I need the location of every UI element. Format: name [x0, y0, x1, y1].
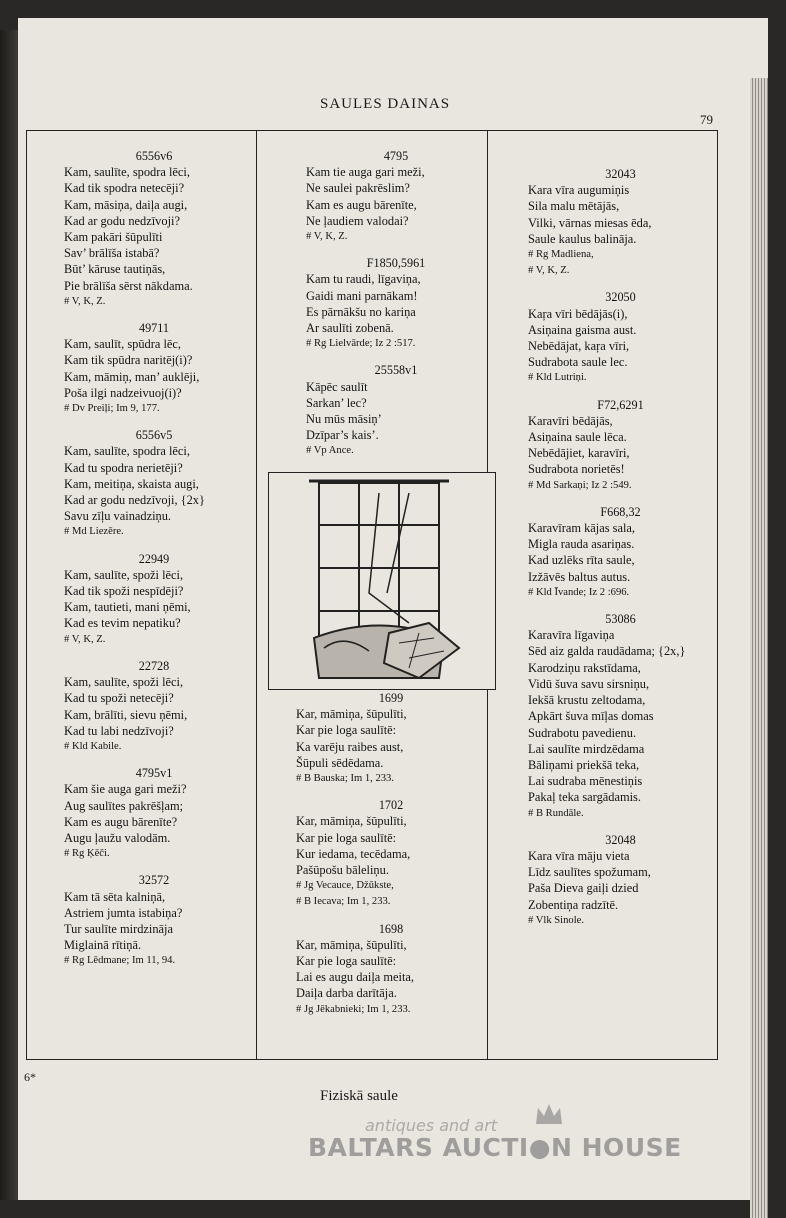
column-middle-top	[306, 148, 486, 470]
poem-line: Sila malu mētājās,	[528, 199, 620, 214]
poem-line: Asiņaina saule lēca.	[528, 430, 627, 445]
poem-line: Miglainā rītiņā.	[64, 938, 142, 953]
poem-line: Daiļa darba darītāja.	[296, 986, 397, 1001]
poem-line: Astriem jumta istabiņa?	[64, 905, 183, 920]
poem-line: Zobentiņa radzītē.	[528, 897, 619, 912]
poem-line: Pakaļ teka sargādamis.	[528, 790, 641, 805]
poem-number: 49711	[138, 321, 170, 336]
poem-line: Kar, māmiņa, šūpulīti,	[296, 937, 407, 952]
poem-line: Kar pie loga saulītē:	[296, 954, 397, 969]
poem-line: Kam tu raudi, līgaviņa,	[306, 272, 421, 287]
poem-line: Kar, māmiņa, šūpulīti,	[296, 814, 407, 829]
watermark-tagline: antiques and art	[365, 1116, 498, 1135]
poem-source: # Kld Kabile.	[64, 740, 122, 752]
poem-line: Gaidi mani parnākam!	[306, 288, 418, 303]
poem-line: Kar pie loga saulītē:	[296, 830, 397, 845]
poem-number: 1702	[378, 798, 404, 813]
column-left	[64, 148, 244, 980]
poem-line: Kam, māmiņ, man’ auklēji,	[64, 369, 200, 384]
poem-entry	[528, 504, 713, 601]
poem-line: Kam, meitiņa, skaista augi,	[64, 476, 199, 491]
poem-number: 1699	[378, 691, 404, 705]
poem-source: # B Iecava; Im 1, 233.	[296, 896, 391, 908]
poem-number: 32048	[605, 832, 636, 847]
poem-number: 6556v5	[135, 428, 173, 443]
poem-line: Kam, saulīte, spodra lēci,	[64, 444, 190, 459]
poem-entry	[64, 148, 244, 310]
poem-line: Ne saulei pakrēslim?	[306, 181, 410, 196]
poem-line: Savu zīļu vainadziņu.	[64, 509, 172, 524]
column-middle-bottom	[296, 690, 486, 1028]
poem-line: Būt’ kāruse tautiņās,	[64, 262, 166, 277]
poem-source: # Dv Preiļi; Im 9, 177.	[64, 403, 160, 415]
poem-line: Aug saulītes pakrēšļam;	[64, 798, 184, 813]
poem-source: # Md Liezēre.	[64, 526, 124, 538]
poem-line: Līdz saulītes spožumam,	[528, 865, 651, 880]
poem-line: Es pārnākšu no kariņa	[306, 304, 416, 319]
poem-entry	[64, 658, 244, 755]
poem-line: Poša ilgi nadzeivuoj(i)?	[64, 385, 182, 400]
poem-line: Kam es augu bārenīte,	[306, 197, 417, 212]
poem-number: F72,6291	[597, 397, 644, 412]
poem-line: Kaŗa vīri bēdājās(i),	[528, 306, 628, 321]
signature-mark: 6*	[24, 1070, 36, 1084]
poem-line: Kad tu spodra nerietēji?	[64, 460, 183, 475]
poem-source: # Kld Lutriņi.	[528, 372, 587, 384]
poem-line: Pašūpošu bāleliņu.	[296, 863, 389, 878]
poem-line: Pie brālīša sērst nākdama.	[64, 278, 193, 293]
poem-number: 4795v1	[135, 766, 173, 781]
poem-line: Saule kaulus balināja.	[528, 231, 637, 246]
poem-line: Vidū šuva savu sirsniņu,	[528, 676, 650, 691]
poem-entry	[64, 872, 244, 969]
poem-line: Kara vīra māju vieta	[528, 848, 630, 863]
poem-line: Kam tik spūdra naritēj(i)?	[64, 353, 193, 368]
poem-line: Paša Dieva gaiļi dzied	[528, 881, 639, 896]
poem-line: Sav’ brālīša istabā?	[64, 246, 160, 261]
poem-line: Kam, brālīti, sievu ņēmi,	[64, 707, 188, 722]
poem-number: 4795	[383, 149, 409, 163]
poem-line: Kad tik spoži nespīdēji?	[64, 584, 184, 599]
poem-line: Karodziņu rakstīdama,	[528, 660, 641, 675]
poem-line: Karavīra līgaviņa	[528, 628, 615, 643]
poem-source: # Kld Īvande; Iz 2 :696.	[528, 586, 630, 598]
poem-line: Kad uzlēks rīta saule,	[528, 553, 635, 568]
poem-entry	[64, 427, 244, 540]
poem-entry	[528, 832, 713, 929]
poem-line: Lai sudraba mēnestiņis	[528, 774, 643, 789]
poem-line: Karavīram kājas sala,	[528, 521, 635, 536]
poem-line: Karavīri bēdājās,	[528, 413, 613, 428]
poem-line: Kur iedama, tecēdama,	[296, 846, 411, 861]
poem-line: Kam pakāri šūpulīti	[64, 230, 163, 245]
poem-source: # V, K, Z.	[64, 295, 106, 307]
poem-line: Nu mūs māsiņ’	[306, 412, 382, 427]
poem-line: Kam, tautieti, mani ņēmi,	[64, 600, 191, 615]
poem-line: Apkārt šuva mīļas domas	[528, 709, 654, 724]
poem-entry	[64, 765, 244, 862]
poem-line: Ar saulīti zobenā.	[306, 321, 394, 336]
poem-source: # V, K, Z.	[528, 265, 570, 277]
poem-source: # Rg Madliena,	[528, 249, 594, 261]
poem-line: Kara vīra augumiņis	[528, 183, 630, 198]
poem-line: Nebēdājat, kaŗa vīri,	[528, 339, 630, 354]
column-divider	[256, 130, 257, 1060]
poem-source: # Rg Ķēči.	[64, 848, 110, 860]
poem-line: Kam šie auga gari meži?	[64, 782, 187, 797]
poem-source: # Vlk Sinole.	[528, 914, 585, 926]
poem-line: Kam tie auga gari meži,	[306, 165, 425, 180]
page-number: 79	[700, 112, 713, 127]
poem-number: 22728	[138, 658, 170, 673]
poem-number: F668,32	[600, 504, 641, 519]
poem-line: Kad ar godu nedzīvoji, {2x}	[64, 493, 205, 508]
poem-line: Sudrabota saule lec.	[528, 355, 628, 370]
poem-line: Sarkan’ lec?	[306, 395, 367, 410]
poem-line: Kad tu labi nedzīvoji?	[64, 723, 174, 738]
poem-line: Lai saulīte mirdzēdama	[528, 741, 645, 756]
poem-line: Šūpuli sēdēdama.	[296, 755, 384, 770]
poem-line: Kam, saulīte, spoži lēci,	[64, 675, 184, 690]
column-right	[528, 166, 713, 939]
poem-entry	[296, 921, 486, 1018]
poem-line: Kad tik spodra netecēji?	[64, 181, 185, 196]
poem-number: 53086	[605, 612, 636, 627]
poem-number: 22949	[138, 551, 170, 566]
poem-source: # V, K, Z.	[306, 231, 348, 243]
poem-source: # Jg Vecauce, Džūkste,	[296, 880, 394, 892]
window-cradle-illustration	[269, 473, 495, 689]
poem-line: Kam, māsiņa, daiļa augi,	[64, 197, 188, 212]
poem-line: Kad tu spoži netecēji?	[64, 691, 174, 706]
poem-entry	[306, 148, 486, 245]
poem-entry	[306, 362, 486, 459]
poem-entry	[528, 397, 713, 494]
poem-source: # B Rundāle.	[528, 807, 584, 819]
poem-source: # Md Sarkaņi; Iz 2 :549.	[528, 479, 632, 491]
poem-line: Vilki, vārnas miesas ēda,	[528, 215, 652, 230]
poem-entry	[64, 551, 244, 648]
poem-entry	[296, 690, 486, 787]
poem-line: Sēd aiz galda raudādama; {2x,}	[528, 644, 686, 659]
poem-line: Migla rauda asariņas.	[528, 537, 635, 552]
poem-line: Kar, māmiņa, šūpulīti,	[296, 707, 407, 722]
page-caption: Fiziskā saule	[320, 1088, 398, 1104]
illustration-frame	[268, 472, 496, 690]
poem-number: 6556v6	[135, 149, 173, 163]
poem-line: Nebēdājiet, karavīri,	[528, 446, 630, 461]
poem-line: Kam, saulīt, spūdra lēc,	[64, 337, 181, 352]
poem-number: 32050	[605, 290, 636, 305]
poem-line: Sudrabota norietēs!	[528, 462, 625, 477]
poem-line: Kar pie loga saulītē:	[296, 723, 397, 738]
poem-line: Lai es augu daiļa meita,	[296, 970, 415, 985]
poem-entry	[306, 255, 486, 352]
poem-line: Dzīpar’s kais’.	[306, 428, 379, 443]
page-header-title: SAULES DAINAS	[320, 96, 451, 112]
poem-number: 1698	[378, 921, 404, 936]
poem-line: Bāliņami priekšā teka,	[528, 757, 640, 772]
poem-line: Augu ļaužu valodām.	[64, 830, 171, 845]
poem-line: Kad es tevim nepatiku?	[64, 616, 181, 631]
page-edges	[750, 78, 768, 1218]
poem-line: Asiņaina gaisma aust.	[528, 322, 637, 337]
poem-source: # V, K, Z.	[64, 633, 106, 645]
poem-source: # Rg Lielvārde; Iz 2 :517.	[306, 338, 416, 350]
watermark-logo: BALTARS AUCTI●N HOUSE	[308, 1133, 682, 1162]
poem-source: # B Bauska; Im 1, 233.	[296, 773, 394, 785]
crown-icon	[534, 1102, 564, 1126]
poem-line: Kam, saulīte, spoži lēci,	[64, 567, 184, 582]
poem-line: Sudrabotu pavedienu.	[528, 725, 637, 740]
poem-number: 25558v1	[374, 363, 418, 378]
poem-line: Ne ļaudiem valodai?	[306, 213, 409, 228]
poem-line: Kam tā sēta kalniņā,	[64, 889, 166, 904]
poem-number: F1850,5961	[366, 256, 426, 271]
poem-source: # Jg Jēkabnieki; Im 1, 233.	[296, 1003, 411, 1015]
poem-entry	[528, 166, 713, 279]
poem-number: 32572	[138, 873, 170, 888]
poem-entry	[528, 289, 713, 386]
poem-line: Kad ar godu nedzīvoji?	[64, 213, 180, 228]
poem-number: 32043	[605, 167, 636, 181]
poem-source: # Rg Lēdmane; Im 11, 94.	[64, 955, 176, 967]
poem-source: # Vp Ance.	[306, 445, 354, 457]
poem-line: Ka varēju raibes aust,	[296, 739, 404, 754]
poem-line: Izžāvēs baltus autus.	[528, 569, 631, 584]
poem-line: Kam es augu bārenīte?	[64, 814, 178, 829]
poem-line: Kāpēc saulīt	[306, 379, 368, 394]
poem-line: Kam, saulīte, spodra lēci,	[64, 165, 190, 180]
poem-entry	[64, 320, 244, 417]
poem-line: Iekšā krustu zeltodama,	[528, 693, 646, 708]
poem-entry	[296, 797, 486, 910]
poem-line: Tur saulīte mirdzināja	[64, 921, 173, 936]
poem-entry	[528, 611, 713, 822]
